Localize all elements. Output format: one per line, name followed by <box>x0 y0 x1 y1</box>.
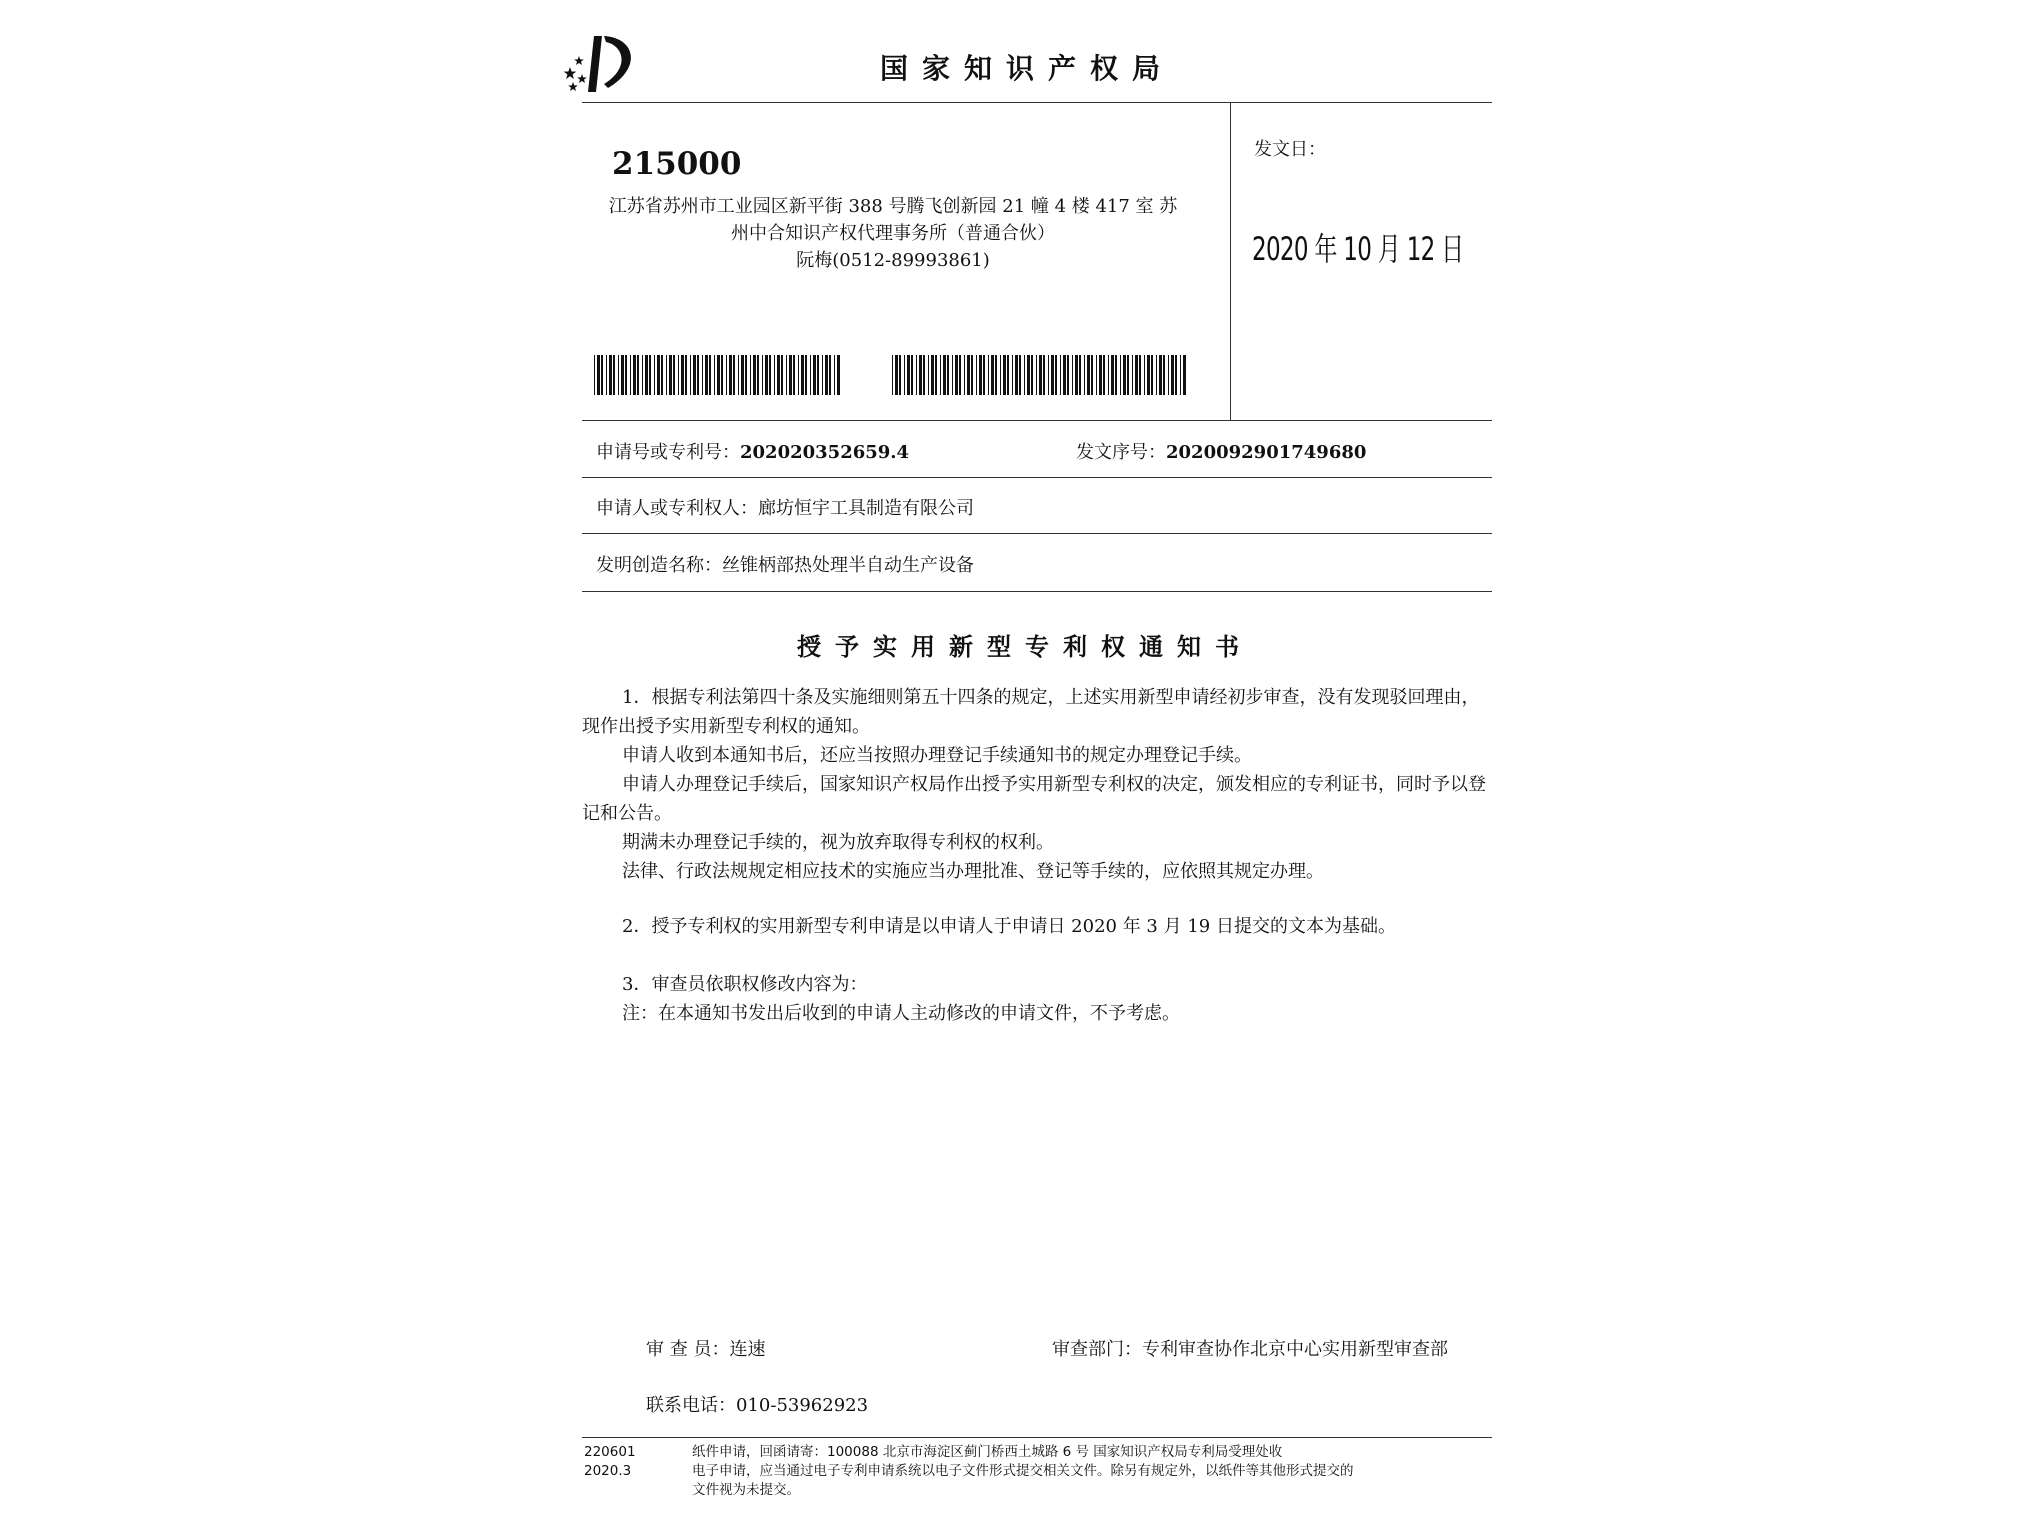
invention-field <box>596 551 974 577</box>
barcode-bar <box>907 355 910 395</box>
barcode-bar <box>690 355 691 395</box>
barcode-bar <box>1015 355 1018 395</box>
section-3 <box>582 970 1490 1028</box>
barcode-bar <box>738 355 739 395</box>
barcode-bar <box>594 355 595 395</box>
barcode-bar <box>649 355 651 395</box>
barcode-bar <box>892 355 893 395</box>
notice-title: 授予实用新型专利权通知书 <box>797 633 1253 661</box>
barcode-bar <box>678 355 679 395</box>
barcode-bar <box>1156 355 1157 395</box>
barcode-bar <box>1115 355 1117 395</box>
barcode-bar <box>952 355 953 395</box>
barcode-left <box>594 355 840 395</box>
barcode-bar <box>774 355 775 395</box>
barcode-bar <box>1120 355 1121 395</box>
barcode-bar <box>1180 355 1181 395</box>
footer-notes <box>692 1443 1494 1500</box>
barcode-bar <box>834 355 835 395</box>
barcode-bar <box>829 355 831 395</box>
barcode-bar <box>625 355 627 395</box>
paragraph: 1．根据专利法第四十条及实施细则第五十四条的规定，上述实用新型申请经初步审查，没有发现驳回理由，现作出授予实用新型专利权的通知。 <box>582 687 1480 737</box>
barcode-bar <box>637 355 639 395</box>
barcode-bar <box>955 355 958 395</box>
barcode-bar <box>1103 355 1105 395</box>
barcode-bar <box>618 355 619 395</box>
barcode-bar <box>789 355 792 395</box>
barcode-bar <box>750 355 751 395</box>
application-number-label: 申请号或专利号： <box>596 442 740 463</box>
barcode-bar <box>967 355 970 395</box>
address-line: 阮梅(0512-89993861) <box>796 250 990 271</box>
document-number: 2020092901749680 <box>1166 442 1367 463</box>
barcode-bar <box>1096 355 1097 395</box>
barcode-bar <box>762 355 763 395</box>
barcode-bar <box>657 355 660 395</box>
barcode-bar <box>895 355 898 395</box>
barcode-bar <box>702 355 703 395</box>
barcode-bar <box>1108 355 1109 395</box>
barcode-bar <box>1043 355 1045 395</box>
barcode-bar <box>1027 355 1030 395</box>
footer-line: 电子申请，应当通过电子专利申请系统以电子文件形式提交相关文件。除另有规定外，以纸件等其他形式提交的 <box>692 1463 1354 1479</box>
barcode-bar <box>601 355 603 395</box>
barcode-bar <box>721 355 723 395</box>
phone-number: 010-53962923 <box>736 1395 869 1416</box>
barcode-bar <box>1067 355 1069 395</box>
barcode-bar <box>685 355 687 395</box>
barcode-bar <box>1127 355 1129 395</box>
applicant-label: 申请人或专利权人： <box>596 498 758 519</box>
barcode-bar <box>777 355 780 395</box>
barcode-bar <box>798 355 799 395</box>
paragraph: 申请人办理登记手续后，国家知识产权局作出授予实用新型专利权的决定，颁发相应的专利证书，同时予以登记和公告。 <box>582 774 1486 824</box>
barcode-bar <box>1055 355 1057 395</box>
barcode-bar <box>606 355 607 395</box>
address-line: 江苏省苏州市工业园区新平街 388 号腾飞创新园 21 幢 4 楼 417 室 苏 <box>608 196 1178 217</box>
barcode-bar <box>717 355 720 395</box>
paragraph: 期满未办理登记手续的，视为放弃取得专利权的权利。 <box>622 832 1054 853</box>
barcode-bar <box>642 355 643 395</box>
issue-date: 2020 年 10 月 12 日 <box>1252 230 1464 268</box>
barcode-bar <box>729 355 732 395</box>
barcode-bar <box>991 355 994 395</box>
address-line: 州中合知识产权代理事务所（普通合伙） <box>731 223 1055 244</box>
barcode-bar <box>976 355 977 395</box>
barcode-bar <box>1012 355 1013 395</box>
applicant-field <box>596 494 974 520</box>
barcode-bar <box>931 355 934 395</box>
barcode-bar <box>753 355 756 395</box>
barcode-bar <box>745 355 747 395</box>
barcode-bar <box>613 355 615 395</box>
barcode-bar <box>1079 355 1081 395</box>
barcode-bar <box>757 355 759 395</box>
barcode-bar <box>661 355 663 395</box>
paragraph: 申请人收到本通知书后，还应当按照办理登记手续通知书的规定办理登记手续。 <box>622 745 1252 766</box>
barcode-bar <box>1060 355 1061 395</box>
barcode-bar <box>1144 355 1145 395</box>
barcode-bar <box>959 355 961 395</box>
barcode-bar <box>1132 355 1133 395</box>
paragraph: 2．授予专利权的实用新型专利申请是以申请人于申请日 2020 年 3 月 19 日提交的文本为基础。 <box>622 916 1396 937</box>
barcode-bar <box>1048 355 1049 395</box>
phone-label: 联系电话： <box>646 1395 736 1416</box>
barcode-bar <box>1072 355 1073 395</box>
barcode-bar <box>1147 355 1150 395</box>
barcode-bar <box>669 355 672 395</box>
note: 注：在本通知书发出后收到的申请人主动修改的申请文件，不予考虑。 <box>622 1003 1180 1024</box>
barcode-bar <box>1175 355 1177 395</box>
barcode-bar <box>940 355 941 395</box>
barcode-bar <box>1171 355 1174 395</box>
barcode-bar <box>726 355 727 395</box>
barcode-bar <box>1036 355 1037 395</box>
section-2 <box>582 912 1490 941</box>
barcode-bar <box>793 355 795 395</box>
application-number: 202020352659.4 <box>740 442 910 463</box>
office-name: 国家知识产权局 <box>880 52 1175 85</box>
barcode-bar <box>709 355 711 395</box>
barcode-bar <box>673 355 675 395</box>
barcode-right <box>892 355 1188 395</box>
barcode-bar <box>666 355 667 395</box>
barcode-bar <box>1039 355 1042 395</box>
barcode-bar <box>621 355 624 395</box>
footer-line: 纸件申请，回函请寄：100088 北京市海淀区蓟门桥西土城路 6 号 国家知识产权局专利局受理处收 <box>692 1444 1283 1460</box>
barcode-bar <box>928 355 929 395</box>
barcode-bar <box>645 355 648 395</box>
application-number-field <box>596 438 909 464</box>
barcode-bar <box>1063 355 1066 395</box>
barcode-bar <box>1099 355 1102 395</box>
barcode-bar <box>995 355 997 395</box>
document-number-field <box>1076 438 1366 464</box>
barcode-bar <box>943 355 946 395</box>
department-name: 专利审查协作北京中心实用新型审查部 <box>1142 1339 1448 1360</box>
document-number-label: 发文序号： <box>1076 442 1166 463</box>
barcode-bar <box>1159 355 1162 395</box>
form-code: 220601 <box>584 1444 636 1460</box>
barcode-bar <box>919 355 922 395</box>
cnipa-logo <box>560 30 646 92</box>
barcode-bar <box>810 355 811 395</box>
barcode-bar <box>1024 355 1025 395</box>
barcode-bar <box>1183 355 1186 395</box>
barcode-bar <box>911 355 913 395</box>
barcode-bar <box>1168 355 1169 395</box>
paragraph: 3．审查员依职权修改内容为： <box>622 974 868 995</box>
barcode-bar <box>1139 355 1141 395</box>
barcode-bar <box>1019 355 1021 395</box>
barcode-bar <box>971 355 973 395</box>
postcode: 215000 <box>612 146 742 182</box>
form-date: 2020.3 <box>584 1463 632 1479</box>
barcode-bar <box>765 355 768 395</box>
phone <box>646 1391 868 1417</box>
row-rule-3 <box>582 591 1492 592</box>
barcode-bar <box>979 355 982 395</box>
footer-rule <box>582 1437 1492 1438</box>
row-rule-1 <box>582 477 1492 478</box>
invention-label: 发明创造名称： <box>596 555 722 576</box>
barcode-bar <box>630 355 631 395</box>
barcode-bar <box>825 355 828 395</box>
barcode-bar <box>817 355 819 395</box>
barcode-bar <box>964 355 965 395</box>
barcode-bar <box>813 355 816 395</box>
barcode-bar <box>1123 355 1126 395</box>
examiner-label: 审 查 员： <box>646 1339 730 1360</box>
barcode-bar <box>822 355 823 395</box>
barcode-bar <box>786 355 787 395</box>
date-box-divider <box>1230 102 1231 420</box>
barcode-bar <box>741 355 744 395</box>
barcode-bar <box>1084 355 1085 395</box>
applicant-name: 廊坊恒宇工具制造有限公司 <box>758 498 974 519</box>
department-label: 审查部门： <box>1052 1339 1142 1360</box>
barcode-bar <box>693 355 696 395</box>
examiner <box>646 1335 765 1361</box>
barcode-bar <box>916 355 917 395</box>
barcode-bar <box>1135 355 1138 395</box>
barcode-bar <box>837 355 840 395</box>
examiner-name: 连速 <box>729 1339 766 1360</box>
barcode-bar <box>1151 355 1153 395</box>
barcode-bar <box>781 355 783 395</box>
barcode-bar <box>1000 355 1001 395</box>
barcode-bar <box>1031 355 1033 395</box>
barcode-bar <box>681 355 684 395</box>
header-bottom-rule <box>582 420 1492 421</box>
top-rule <box>582 102 1492 103</box>
department <box>1052 1335 1448 1361</box>
recipient-address <box>598 193 1188 274</box>
barcode-bar <box>1007 355 1009 395</box>
barcode-bar <box>899 355 901 395</box>
barcode-bar <box>597 355 600 395</box>
barcode-bar <box>769 355 771 395</box>
barcode-bar <box>1075 355 1078 395</box>
footer-line: 文件视为未提交。 <box>692 1482 800 1498</box>
barcode-bar <box>988 355 989 395</box>
barcode-bar <box>1003 355 1006 395</box>
barcode-bar <box>714 355 715 395</box>
barcode-bar <box>923 355 925 395</box>
barcode-bar <box>697 355 699 395</box>
paragraph: 法律、行政法规规定相应技术的实施应当办理批准、登记等手续的，应依照其规定办理。 <box>622 861 1324 882</box>
barcode-bar <box>805 355 807 395</box>
barcode-bar <box>633 355 636 395</box>
barcode-bar <box>1163 355 1165 395</box>
barcode-bar <box>733 355 735 395</box>
barcode-bar <box>609 355 612 395</box>
barcode-bar <box>983 355 985 395</box>
row-rule-2 <box>582 533 1492 534</box>
barcode-bar <box>801 355 804 395</box>
barcode-bar <box>654 355 655 395</box>
barcode-bar <box>947 355 949 395</box>
barcode-bar <box>1087 355 1090 395</box>
invention-name: 丝锥柄部热处理半自动生产设备 <box>722 555 974 576</box>
barcode-bar <box>1111 355 1114 395</box>
barcode-bar <box>935 355 937 395</box>
barcode-bar <box>904 355 905 395</box>
issue-date-label: 发文日： <box>1254 139 1326 160</box>
barcode-bar <box>1051 355 1054 395</box>
notice-body <box>582 683 1490 886</box>
form-code-block <box>584 1443 636 1481</box>
barcode-bar <box>705 355 708 395</box>
barcode-bar <box>1091 355 1093 395</box>
